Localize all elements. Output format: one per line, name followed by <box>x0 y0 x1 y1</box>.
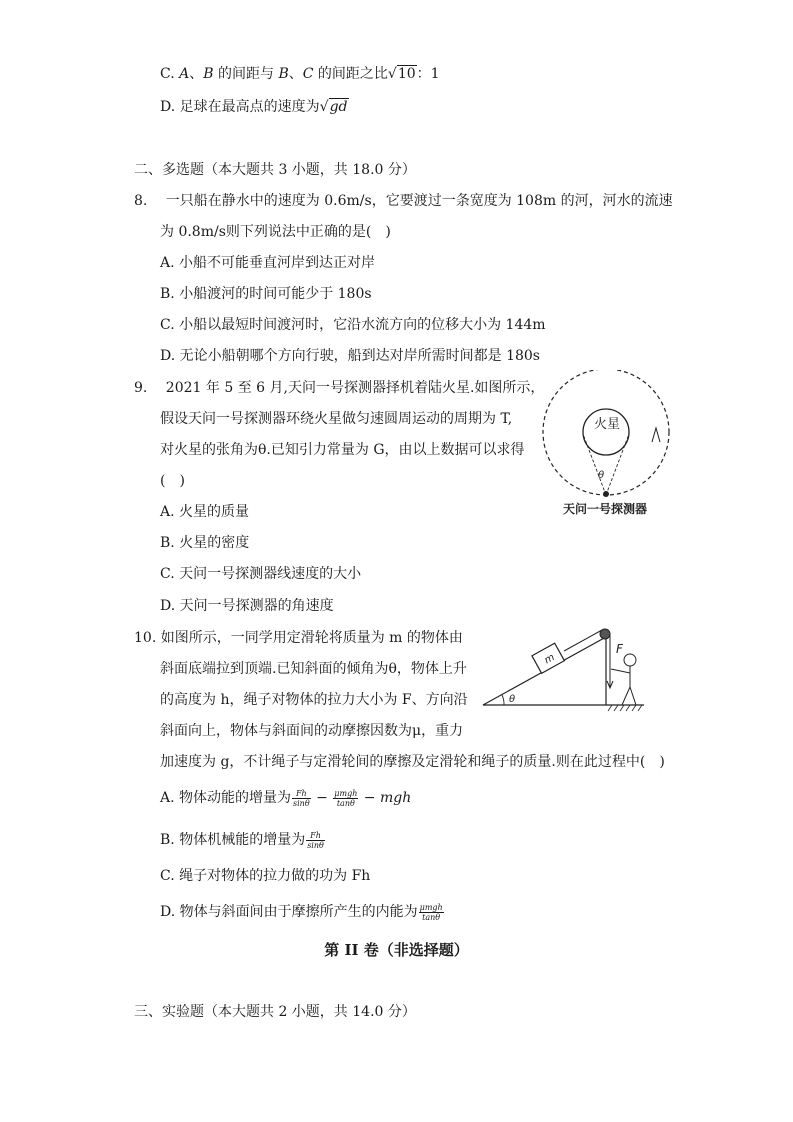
probe-caption: 天问一号探测器 <box>563 502 648 516</box>
mass-block <box>532 643 564 673</box>
mars-label: 火星 <box>594 417 621 432</box>
q10-option-b: B. 物体机械能的增量为 $\frac{Fh}{\sin\theta}$ <box>160 830 324 850</box>
q7-option-c: C. A、B 的间距与 B、C 的间距之比√10：1 <box>160 66 440 82</box>
mars-circle <box>583 409 629 455</box>
q8-stem-line2: 为 0.8m/s则下列说法中正确的是( ) <box>160 224 391 240</box>
force-label: F <box>616 642 623 656</box>
q10-stem-line5: 加速度为 g，不计绳子与定滑轮间的摩擦及定滑轮和绳子的质量.则在此过程中( ) <box>160 754 665 770</box>
orbit-direction-arrow <box>652 428 660 442</box>
q10-option-a: A. 物体动能的增量为 $\frac{Fh}{\sin\theta}$ − $\frac{\text{μmgh}}{\tan\theta}$ − mgh <box>160 788 412 808</box>
q7-option-d: D. 足球在最高点的速度为√gd <box>160 99 348 115</box>
q10-stem-line2: 斜面底端拉到顶端.已知斜面的倾角为θ，物体上升 <box>160 661 467 677</box>
q9-stem-line2: 假设天问一号探测器环绕火星做匀速圆周运动的周期为 T, <box>160 411 513 427</box>
q9-stem-line3: 对火星的张角为θ.已知引力常量为 G，由以上数据可以求得 <box>160 442 525 458</box>
angle-label: θ <box>598 470 605 481</box>
q9-orbit-figure <box>535 370 675 520</box>
incline-angle-label: θ <box>509 694 516 705</box>
q8-option-c: C. 小船以最短时间渡河时，它沿水流方向的位移大小为 144m <box>160 317 546 333</box>
pulley <box>600 629 610 639</box>
section-2-title: 二、多选题（本大题共 3 小题，共 18.0 分） <box>134 162 416 178</box>
angle-arc <box>502 695 504 705</box>
part-2-title: 第 II 卷（非选择题） <box>324 941 469 959</box>
q9-option-a: A. 火星的质量 <box>160 504 250 520</box>
mass-label: m <box>542 651 557 667</box>
ground-hatch <box>608 705 642 711</box>
q10-stem-line4: 斜面向上，物体与斜面间的动摩擦因数为μ，重力 <box>160 723 464 739</box>
q8-option-d: D. 无论小船朝哪个方向行驶，船到达对岸所需时间都是 180s <box>160 348 540 364</box>
q8-option-b: B. 小船渡河的时间可能少于 180s <box>160 286 372 302</box>
q9-option-c: C. 天问一号探测器线速度的大小 <box>160 566 362 582</box>
tangent-line-right <box>606 434 629 495</box>
tangent-line-left <box>583 434 606 495</box>
rope-incline <box>564 630 602 651</box>
probe-dot <box>603 491 609 497</box>
q9-stem-line4: ( ) <box>160 473 185 489</box>
q10-option-c: C. 绳子对物体的拉力做的功为 Fh <box>160 868 371 884</box>
q9-option-d: D. 天问一号探测器的角速度 <box>160 598 334 614</box>
q10-stem-line1: 10. 如图所示，一同学用定滑轮将质量为 m 的物体由 <box>134 630 463 646</box>
q10-incline-figure <box>478 625 648 720</box>
section-3-title: 三、实验题（本大题共 2 小题，共 14.0 分） <box>134 1004 416 1020</box>
q8-option-a: A. 小船不可能垂直河岸到达正对岸 <box>160 255 376 271</box>
q9-stem-line1: 9. 2021 年 5 至 6 月,天问一号探测器择机着陆火星.如图所示， <box>134 380 545 396</box>
q10-stem-line3: 的高度为 h，绳子对物体的拉力大小为 F、方向沿 <box>160 692 468 708</box>
student-figure <box>611 654 636 705</box>
q10-option-d: D. 物体与斜面间由于摩擦所产生的内能为 $\frac{\text{μmgh}}{\tan\theta}$ <box>160 902 443 922</box>
q8-stem-line1: 8. 一只船在静水中的速度为 0.6m/s，它要渡过一条宽度为 108m 的河，河水的流速 <box>134 193 673 209</box>
q9-option-b: B. 火星的密度 <box>160 535 250 551</box>
orbit-circle <box>543 370 669 495</box>
